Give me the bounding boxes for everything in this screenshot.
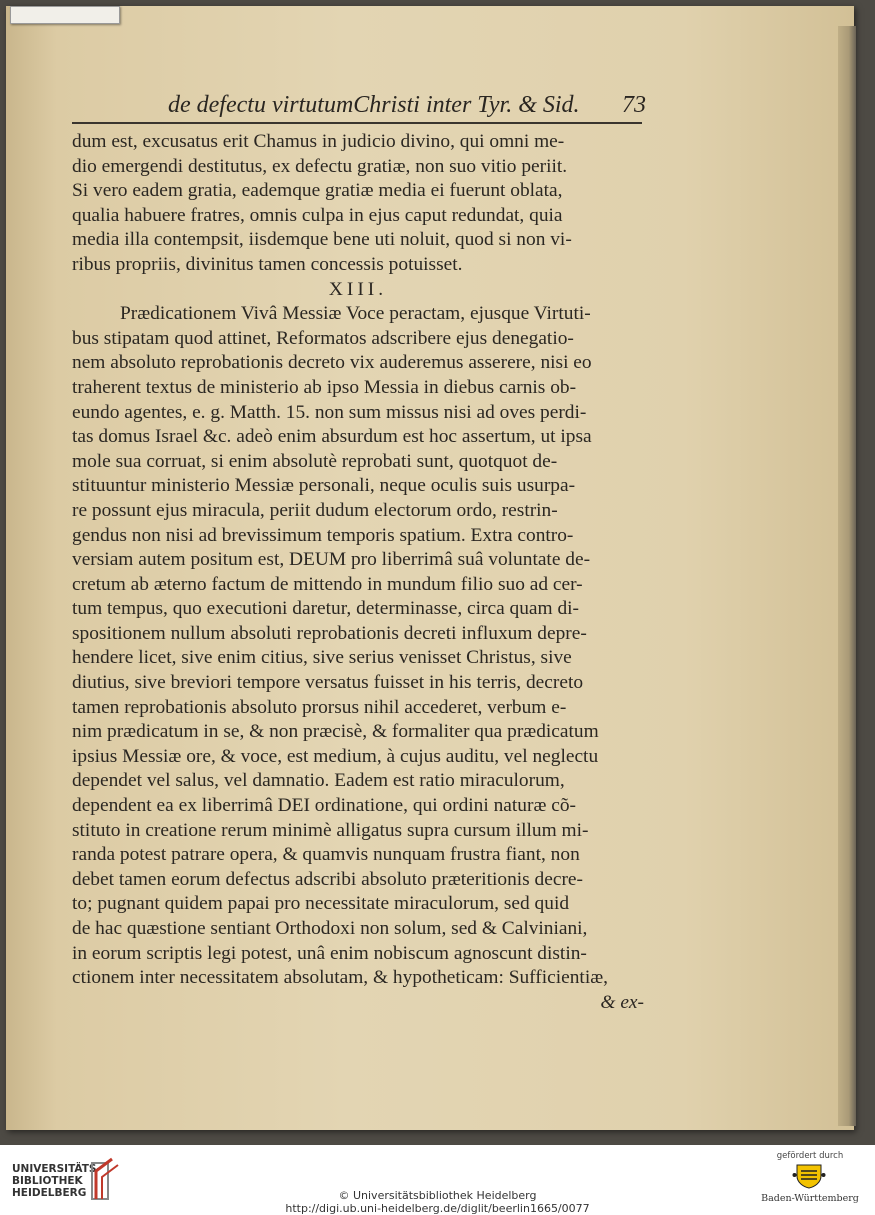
text-line: Prædicationem Vivâ Messiæ Voce peractam, ejusque Virtuti- [120,303,591,325]
text-line: to; pugnant quidem papai pro necessitate miraculorum, sed quid [72,893,570,915]
header-rule [72,122,642,124]
baden-wuerttemberg-crest-icon [792,1163,826,1189]
library-name-line: BIBLIOTHEK [12,1175,83,1187]
text-line: ipsius Messiæ ore, & voce, est medium, à cujus auditu, vel neglectu [72,745,599,767]
running-title: de defectu virtutumChristi inter Tyr. & Sid. [168,92,580,118]
running-header [168,92,658,126]
text-line: dio emergendi destitutus, ex defectu gratiæ, non suo vitio periit. [72,155,568,177]
text-line: tas domus Israel &c. adeò enim absurdum est hoc assertum, ut ipsa [72,426,592,448]
document-url-link[interactable]: http://digi.ub.uni-heidelberg.de/diglit/beerlin1665/0077 [285,1202,590,1215]
text-line: qualia habuere fratres, omnis culpa in ejus caput redundat, quia [72,204,563,226]
text-line: eundo agentes, e. g. Matth. 15. non sum missus nisi ad oves perdi- [72,401,587,423]
text-line: traherent textus de ministerio ab ipso Messia in diebus carnis ob- [72,376,577,398]
text-line: ctionem inter necessitatem absolutam, & hypotheticam: Sufficientiæ, [72,967,608,989]
catchword: & ex- [600,991,644,1013]
text-line: dum est, excusatus erit Chamus in judicio divino, qui omni me- [72,131,565,152]
body-text [72,130,644,1015]
page-edge [838,26,856,1126]
text-line: spositionem nullum absoluti reprobationis decreti influxum depre- [72,622,587,644]
text-line: dependent ea ex liberrimâ DEI ordinatione, qui ordini naturæ cõ- [72,795,576,817]
text-line: stituuntur ministerio Messiæ personali, neque oculis suis usurpa- [72,475,576,497]
text-line: tamen reprobationis absoluto prorsus nihil accederet, verbum e- [72,696,567,718]
funder-name: Baden-Württemberg [761,1193,859,1204]
copyright-notice: © Universitätsbibliothek Heidelberg [338,1189,537,1202]
text-line: dependet vel salus, vel damnatio. Eadem est ratio miraculorum, [72,770,565,792]
library-name-line: HEIDELBERG [12,1187,87,1199]
text-line: hendere licet, sive enim citius, sive serius venisset Christus, sive [72,647,572,669]
text-line: ribus propriis, divinitus tamen concessis potuisset. [72,253,463,275]
text-line: versiam autem positum est, DEUM pro liberrimâ suâ voluntate de- [72,549,591,571]
paper-tab [10,6,120,24]
page-number: 73 [622,92,646,118]
text-line: Si vero eadem gratia, eademque gratiæ media ei fuerunt oblata, [72,180,563,202]
footer [0,1145,875,1215]
text-line: debet tamen eorum defectus adscribi absoluto præteritionis decre- [72,868,583,890]
text-line: nim prædicatum in se, & non præcisè, & formaliter qua prædicatum [72,721,599,743]
section-heading: XIII. [328,278,388,300]
text-line: stituto in creatione rerum minimè alligatus supra cursum illum mi- [72,819,589,841]
text-line: cretum ab æterno factum de mittendo in mundum filio suo ad cer- [72,573,583,595]
text-line: nem absoluto reprobationis decreto vix auderemus asserere, nisi eo [72,352,592,374]
text-line: gendus non nisi ad brevissimum temporis spatium. Extra contro- [72,524,574,546]
text-line: bus stipatam quod attinet, Reformatos adscribere ejus denegatio- [72,327,574,349]
library-name-line: UNIVERSITÄTS- [12,1163,101,1175]
text-line: media illa contempsit, iisdemque bene uti noluit, quod si non vi- [72,229,572,251]
text-line: in eorum scriptis legi potest, unâ enim nobiscum agnoscunt distin- [72,942,587,964]
text-line: de hac quæstione sentiant Orthodoxi non solum, sed & Calviniani, [72,918,588,939]
text-line: re possunt ejus miracula, periit dudum electorum ordo, restrin- [72,499,558,521]
text-line: randa potest patrare opera, & quamvis nunquam frustra fiant, non [72,844,580,866]
text-line: mole sua corruat, si enim absolutè reprobati sunt, quotquot de- [72,450,558,472]
text-line: diutius, sive breviori tempore versatus fuisset in his terris, decreto [72,672,584,694]
funded-by-label: gefördert durch [776,1151,844,1161]
text-line: tum tempus, quo executioni daretur, determinasse, circa quam di- [72,598,579,620]
